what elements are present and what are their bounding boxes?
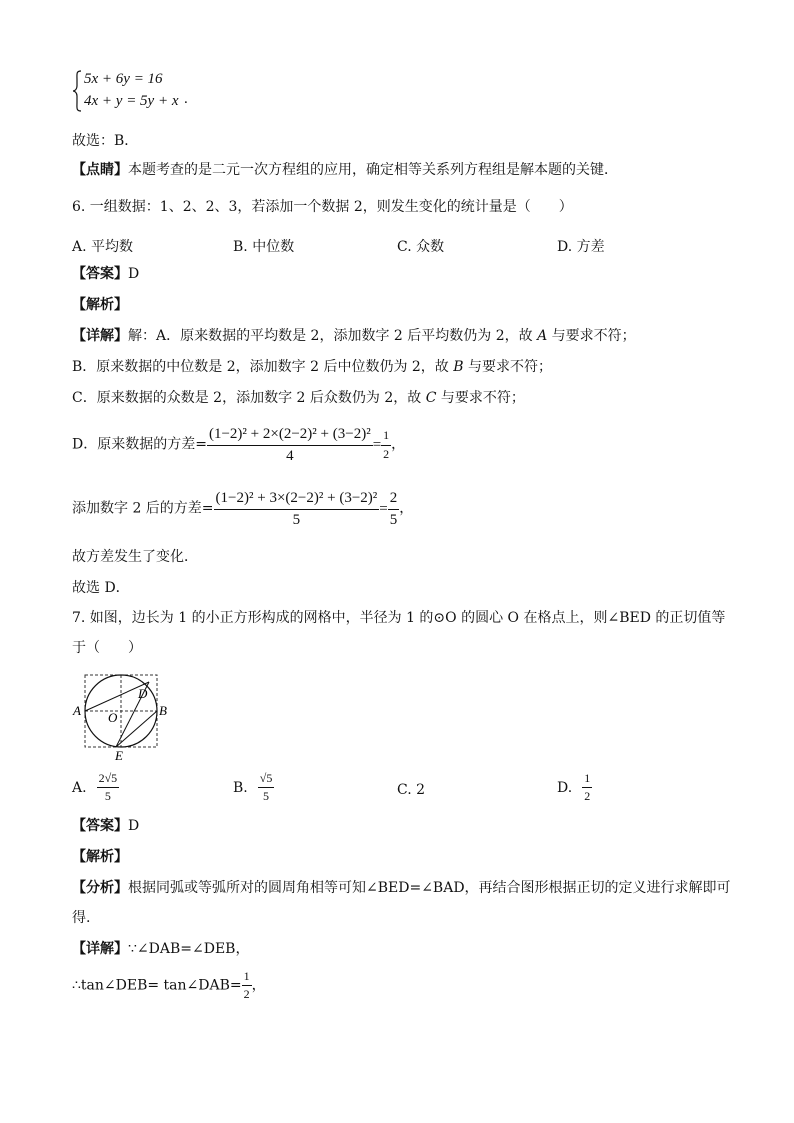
q6-detail-e xyxy=(72,490,413,528)
q7-option-d-label: D. xyxy=(557,779,573,796)
q7-detail-line-2 xyxy=(72,970,266,1001)
variance-numerator: (1−2)² + 2×(2−2)² + (3−2)² xyxy=(207,426,373,446)
equation-end-dot: . xyxy=(184,91,188,107)
equals-sign: = xyxy=(379,501,388,517)
fraction-denominator: 2 xyxy=(584,789,591,804)
q6-jiexi-tag: 【解析】 xyxy=(72,297,128,313)
q6-line-a-end: 与要求不符； xyxy=(547,328,636,344)
q7-option-b xyxy=(233,772,274,803)
q7-analysis-tag: 【分析】 xyxy=(72,880,128,896)
q5-choice-line: 故选：B． xyxy=(72,133,139,149)
q7-analysis-text: 根据同弧或等弧所对的圆周角相等可知∠BED=∠BAD，再结合图形根据正切的定义进行求解即可 xyxy=(128,880,731,896)
q7-option-b-fraction xyxy=(258,772,275,803)
dianjing-tag: 【点睛】 xyxy=(72,162,128,178)
q7-option-b-label: B. xyxy=(233,779,248,796)
q6-detail-d xyxy=(72,426,405,464)
equation-2: 4x + y = 5y + x xyxy=(84,93,179,109)
fraction-denominator: 5 xyxy=(104,789,111,804)
point-a-label: A xyxy=(73,703,81,718)
result-numerator: 1 xyxy=(381,429,391,445)
q6-change-line: 故方差发生了变化． xyxy=(72,549,198,565)
q7-jiexi-tag: 【解析】 xyxy=(72,849,128,865)
q7-option-a-fraction xyxy=(97,772,120,803)
q7-option-c: C. 2 xyxy=(397,782,426,798)
q7-analysis-line-2: 得. xyxy=(72,910,91,926)
circle-grid-figure xyxy=(70,670,180,762)
variance-result-new xyxy=(388,490,400,528)
q6-line-b-text: B．原来数据的中位数是 2，添加数字 2 后中位数仍为 2，故 xyxy=(72,359,454,375)
point-o-label: O xyxy=(108,710,118,725)
fraction-numerator: 2√5 xyxy=(97,772,120,788)
q7-detail-tag: 【详解】 xyxy=(72,941,128,957)
result-numerator: 2 xyxy=(388,490,400,510)
q6-option-a: A. 平均数 xyxy=(72,239,134,255)
dianjing-text: 本题考查的是二元一次方程组的应用，确定相等关系列方程组是解本题的关键． xyxy=(128,162,618,178)
q6-line-c-text: C．原来数据的众数是 2，添加数字 2 后众数仍为 2，故 xyxy=(72,390,426,406)
q6-line-e-end: ， xyxy=(399,500,414,517)
q6-option-c: C. 众数 xyxy=(397,239,445,255)
q7-detail-line-1 xyxy=(72,941,249,958)
q6-line-b-var: B xyxy=(453,359,464,375)
q6-line-a-var: A xyxy=(537,328,548,344)
q6-line-e-text: 添加数字 2 后的方差= xyxy=(72,500,214,517)
q6-line-c-end: 与要求不符； xyxy=(436,390,525,406)
q6-detail-c xyxy=(72,390,525,407)
q7-option-a-label: A. xyxy=(72,779,87,796)
q7-analysis-line-1 xyxy=(72,880,731,897)
variance-numerator: (1−2)² + 3×(2−2)² + (3−2)² xyxy=(214,490,380,510)
q6-line-c-var: C xyxy=(425,390,437,406)
q6-answer-line xyxy=(72,266,139,283)
q6-line-d-text: D．原来数据的方差= xyxy=(72,436,207,453)
q6-option-b: B. 中位数 xyxy=(233,239,295,255)
q7-option-a xyxy=(72,772,119,803)
q6-detail-b xyxy=(72,359,552,376)
result-denominator: 2 xyxy=(383,446,390,461)
q7-detail-fraction xyxy=(242,970,252,1001)
q6-detail-a xyxy=(72,328,636,345)
q6-line-d-end: ， xyxy=(391,436,406,453)
q7-option-d-fraction xyxy=(582,772,592,803)
q6-answer-value: D xyxy=(128,266,140,282)
q7-detail-text-2: ∴tan∠DEB= tan∠DAB= xyxy=(72,977,242,994)
fraction-numerator: 1 xyxy=(582,772,592,788)
q6-line-b-end: 与要求不符； xyxy=(463,359,553,375)
q7-stem-line-1: 7. 如图，边长为 1 的小正方形构成的网格中，半径为 1 的⊙O 的圆心 O 在格点上，则∠BED 的正切值等 xyxy=(72,610,726,626)
variance-fraction-new xyxy=(214,490,380,528)
equation-1: 5x + 6y = 16 xyxy=(84,71,163,87)
q6-stem: 6. 一组数据：1、2、2、3，若添加一个数据 2，则发生变化的统计量是（ ） xyxy=(72,199,573,215)
q6-choice-line: 故选 D． xyxy=(72,580,130,596)
left-brace-icon xyxy=(72,70,82,112)
q6-option-d: D. 方差 xyxy=(557,239,605,255)
fraction-denominator: 2 xyxy=(243,987,250,1002)
result-denominator: 5 xyxy=(389,511,398,528)
q7-stem-line-2: 于（ ） xyxy=(72,640,142,656)
fraction-numerator: √5 xyxy=(258,772,275,788)
q5-dianjing-line xyxy=(72,162,618,179)
variance-result-original xyxy=(381,429,391,460)
q7-option-d xyxy=(557,772,592,803)
fraction-denominator: 5 xyxy=(263,789,270,804)
variance-fraction-original xyxy=(207,426,373,464)
q6-line-a-text: 解：A．原来数据的平均数是 2，添加数字 2 后平均数仍为 2，故 xyxy=(128,328,538,344)
equals-sign: = xyxy=(372,437,382,453)
point-e-label: E xyxy=(115,748,123,762)
q7-detail-end: ， xyxy=(251,977,266,994)
q7-answer-line xyxy=(72,818,139,835)
variance-denominator: 5 xyxy=(292,511,301,528)
q7-detail-text-1: ∵∠DAB=∠DEB， xyxy=(128,941,250,957)
variance-denominator: 4 xyxy=(286,447,294,464)
q7-answer-value: D xyxy=(128,818,140,834)
fraction-numerator: 1 xyxy=(242,970,252,986)
q6-answer-tag: 【答案】 xyxy=(72,266,128,282)
q7-answer-tag: 【答案】 xyxy=(72,818,128,834)
point-b-label: B xyxy=(159,703,167,718)
point-d-label: D xyxy=(138,686,148,701)
q6-detail-tag: 【详解】 xyxy=(72,328,128,344)
